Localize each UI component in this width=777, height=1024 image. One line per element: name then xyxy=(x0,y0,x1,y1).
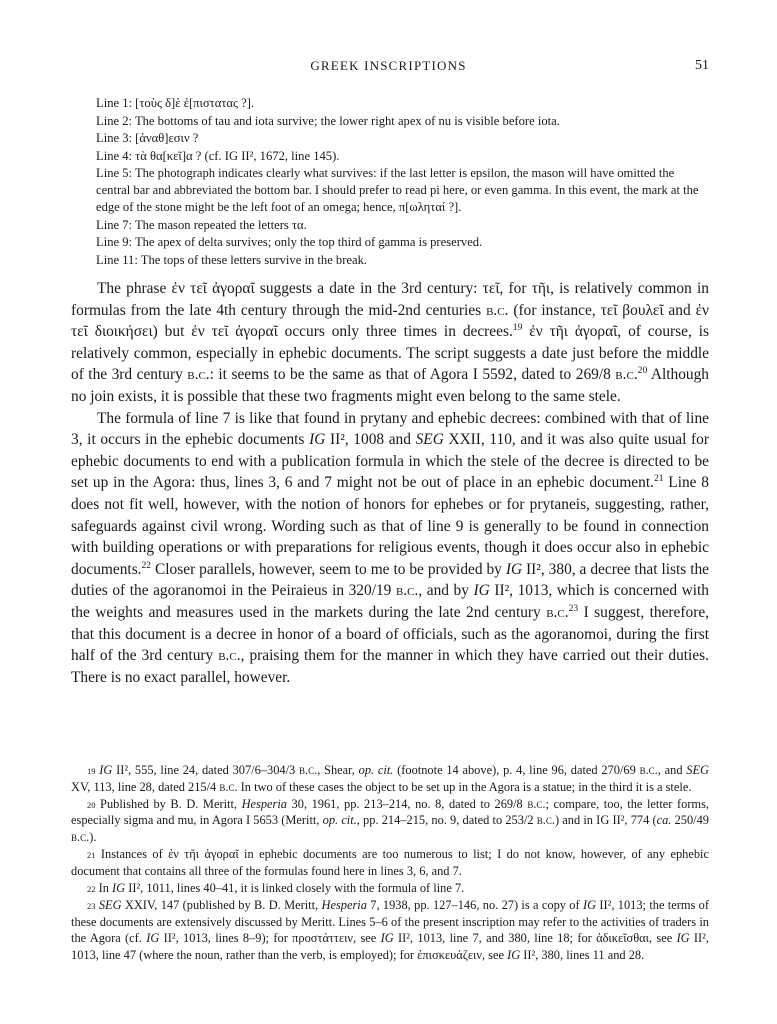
apparatus-line-1: Line 1: [τοὺς δ]ὲ ἐ[πιστατας ?]. xyxy=(96,96,255,110)
text-run: , Shear, xyxy=(317,763,359,777)
text-run: ; compare, too, the letter forms, especially sigma and mu, in Agora I 5653 (Meritt, xyxy=(71,796,709,828)
text-run: (for instance, τεῖ βουλεῖ and ἐν τεῖ διοικήσει) but ἐν τεῖ ἀγοραῖ occurs only three times in decrees. xyxy=(71,301,709,341)
text-run: II², 555, line 24, dated 307/6–304/3 xyxy=(112,763,299,777)
text-run: 7, 1938, pp. 127–146, no. 27) is a copy of xyxy=(366,898,583,913)
era-abbr: b.c. xyxy=(187,366,210,384)
ig-abbr: IG xyxy=(473,582,490,600)
seg-abbr: SEG xyxy=(95,898,122,913)
op-cit: op. cit. xyxy=(322,813,357,828)
footnotes xyxy=(71,762,709,964)
seg-abbr: SEG xyxy=(686,763,710,777)
text-run: , pp. 214–215, no. 9, dated to 253/2 xyxy=(356,813,537,828)
apparatus-line-5: Line 5: The photograph indicates clearly what survives: if the last letter is epsilon, the mason will have omitted the central bar and abbreviated the bottom bar. I should prefer to read pi here, or even gamma. In this event, the mark at the edge of the stone might be the left foot of an omega; hence, π[ωληταί ?]. xyxy=(96,166,699,214)
text-run: The formula of line 7 is like that found in prytany and ephebic decrees: combined with that of line 3, it occurs in the ephebic documents xyxy=(71,409,709,449)
ig-abbr: IG xyxy=(112,880,126,895)
footnote-19 xyxy=(71,762,709,795)
text-run: ). xyxy=(89,829,97,844)
text-run: XXIV, 147 (published by B. D. Meritt, xyxy=(121,898,322,913)
era-abbr: b.c. xyxy=(486,301,509,319)
footnote-number: 23 xyxy=(87,901,96,912)
apparatus-line-9: Line 9: The apex of delta survives; only the top third of gamma is preserved. xyxy=(96,235,483,249)
apparatus-criticus xyxy=(96,95,708,269)
text-run: 250/49 xyxy=(671,813,709,828)
running-title: GREEK INSCRIPTIONS xyxy=(310,58,467,73)
text-run: II², 1013, line 7, and 380, line 18; for ἀδικεῖσθαι, see xyxy=(393,931,677,946)
text-run: XXII, 110, and it was also quite usual for ephebic documents to end with a publication formula in which the stele of the decree is directed to be set up in the Agora: thus, lines 3, 6 and 7 might not be out of place in an ephebic document. xyxy=(71,431,709,492)
text-run: Published by B. D. Meritt, xyxy=(95,796,242,811)
era-abbr: b.c. xyxy=(395,582,419,600)
ig-abbr: IG xyxy=(380,931,394,946)
apparatus-line-11: Line 11: The tops of these letters survive in the break. xyxy=(96,252,368,267)
page-header xyxy=(0,58,777,78)
text-run: : it seems to be the same as that of Agora I 5592, dated to 269/8 xyxy=(209,366,616,384)
text-run: II², 1013, which is concerned with the weights and measures used in the markets during the late 2nd century xyxy=(71,582,709,621)
text-run: II², 1013; the terms of these documents are extensively discussed by Meritt. Lines 5–6 of the present inscription may refer to the activities of traders in the Agora (cf. xyxy=(71,898,709,946)
seg-abbr: SEG xyxy=(415,431,444,449)
text-run: ) and in IG II², 774 ( xyxy=(554,813,657,828)
footnote-ref-19[interactable]: 19 xyxy=(512,322,523,334)
text-run: II², 1011, lines 40–41, it is linked closely with the formula of line 7. xyxy=(125,880,465,895)
ig-abbr: IG xyxy=(95,763,113,777)
era-abbr: b.c. xyxy=(219,779,238,794)
text-run: (footnote 14 above), p. 4, line 96, dated 270/69 xyxy=(393,763,640,777)
footnote-ref-21[interactable]: 21 xyxy=(653,473,664,485)
era-abbr: b.c. xyxy=(218,647,241,665)
text-run: , praising them for the manner in which they have carried out their duties. There is no exact parallel, however. xyxy=(71,647,709,686)
text-run: II², 380, a decree that lists the duties of the agoranomoi in the Peiraieus in 320/19 xyxy=(71,560,709,600)
text-run: II², 380, lines 11 and 28. xyxy=(520,947,645,962)
ig-abbr: IG xyxy=(505,560,523,578)
text-run: , and xyxy=(657,763,687,777)
page-number: 51 xyxy=(695,58,709,73)
paragraph-1 xyxy=(71,278,709,408)
text-run: Instances of ἐν τῆι ἀγοραῖ in ephebic documents are too numerous to list; I do not know, however, of any ephebic document that contains all three of the formulas found here in lines 3, 6, and 7. xyxy=(71,847,709,878)
text-run: 30, 1961, pp. 213–214, no. 8, dated to 269/8 xyxy=(287,796,528,811)
text-run: II², 1013, line 47 (where the noun, rather than the verb, is employed); for ἐπισκευάζειν, see xyxy=(71,931,709,962)
footnote-ref-20[interactable]: 20 xyxy=(637,365,648,377)
era-abbr: b.c. xyxy=(298,763,318,777)
text-run: The phrase ἐν τεῖ ἀγοραῖ suggests a date in the 3rd century: τεῖ, for τῆι, is relatively common in formulas from the late 4th century through the mid-2nd centuries xyxy=(71,280,709,319)
text-run: II², 1008 and xyxy=(325,431,416,449)
era-abbr: b.c. xyxy=(639,763,658,777)
ig-abbr: IG xyxy=(507,947,521,962)
text-run: Closer parallels, however, seem to me to be provided by xyxy=(151,560,506,578)
text-run: ἐν τῆι ἀγοραῖ, of course, is relatively common, especially in ephebic documents. The script suggests a date just before the middle of the 3rd century xyxy=(71,323,709,384)
ig-abbr: IG xyxy=(582,898,597,913)
text-run: XV, 113, line 28, dated 215/4 xyxy=(71,779,220,794)
main-text xyxy=(71,278,709,688)
footnote-21 xyxy=(71,846,709,879)
paragraph-2 xyxy=(71,408,709,689)
footnote-number: 22 xyxy=(87,883,96,894)
footnote-23 xyxy=(71,897,709,963)
journal-title: Hesperia xyxy=(321,898,367,913)
text-run: Line 8 does not fit well, however, with the notion of honors for ephebes or for prytaneis, suggesting, rather, safeguards against civil wrong. Wording such as that of line 9 is generally to be found in connection with building operations or with preparations for religious events, though it does occur also in ephebic documents. xyxy=(71,474,709,578)
footnote-22 xyxy=(71,880,709,897)
era-abbr: b.c. xyxy=(71,829,90,844)
apparatus-line-3: Line 3: [ἀναθ]εσιν ? xyxy=(96,131,199,145)
op-cit: op. cit. xyxy=(358,763,394,777)
footnote-number: 20 xyxy=(87,799,96,810)
ig-abbr: IG xyxy=(309,431,326,449)
ig-abbr: IG xyxy=(146,931,160,946)
text-run: , and by xyxy=(418,582,474,600)
text-run: In xyxy=(95,880,113,895)
text-run: Although no join exists, it is possible that these two fragments might even belong to the same stele. xyxy=(71,366,709,405)
journal-title: Hesperia xyxy=(241,796,287,811)
footnote-ref-22[interactable]: 22 xyxy=(141,559,152,571)
footnote-ref-23[interactable]: 23 xyxy=(568,602,579,614)
era-abbr: b.c. xyxy=(546,603,569,621)
text-run: I suggest, therefore, that this document is a decree in honor of a board of officials, such as the agoranomoi, during the first half of the 3rd century xyxy=(71,603,709,665)
era-abbr: b.c. xyxy=(536,813,555,828)
era-abbr: b.c. xyxy=(615,366,638,384)
apparatus-line-7: Line 7: The mason repeated the letters τα. xyxy=(96,217,307,232)
apparatus-line-4: Line 4: τὰ θα[κεῖ]α ? (cf. IG II², 1672, line 145). xyxy=(96,148,340,163)
ig-abbr: IG xyxy=(676,931,690,946)
text-run: II², 1013, lines 8–9); for προστάττειν, see xyxy=(159,931,381,946)
era-abbr: b.c. xyxy=(527,796,546,811)
footnote-number: 19 xyxy=(87,766,96,776)
footnote-number: 21 xyxy=(87,850,96,861)
circa-abbr: ca. xyxy=(656,813,672,828)
apparatus-line-2: Line 2: The bottoms of tau and iota survive; the lower right apex of nu is visible before iota. xyxy=(96,113,560,128)
text-run: In two of these cases the object to be set up in the Agora is a statue; in the third it is a stele. xyxy=(237,779,692,794)
footnote-20 xyxy=(71,796,709,846)
